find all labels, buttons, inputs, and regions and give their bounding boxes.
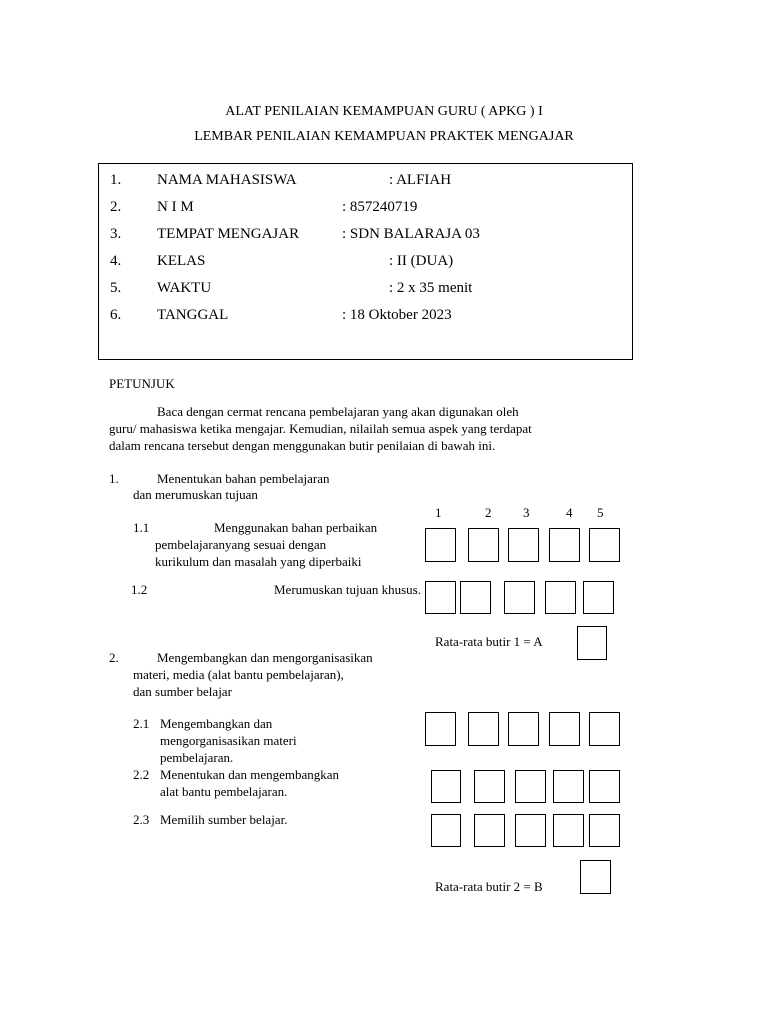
score-box-2-2-2[interactable] bbox=[474, 770, 505, 803]
info-value-place: : SDN BALARAJA 03 bbox=[342, 226, 480, 242]
score-box-2-1-2[interactable] bbox=[468, 712, 499, 746]
score-box-1-1-2[interactable] bbox=[468, 528, 499, 562]
info-value-class: : II (DUA) bbox=[389, 253, 454, 269]
score-box-2-1-4[interactable] bbox=[549, 712, 580, 746]
info-label-time: WAKTU bbox=[157, 280, 212, 296]
section-2-title-cont: materi, media (alat bantu pembelajaran), bbox=[133, 667, 344, 682]
item-1-1-number: 1.1 bbox=[133, 520, 150, 535]
item-1-1-text-cont: pembelajaranyang sesuai dengan bbox=[155, 537, 327, 552]
score-box-2-2-1[interactable] bbox=[431, 770, 461, 803]
score-box-2-1-1[interactable] bbox=[425, 712, 456, 746]
info-num-4: 4. bbox=[110, 253, 122, 269]
section-1-title-cont: dan merumuskan tujuan bbox=[133, 487, 258, 502]
score-box-1-1-4[interactable] bbox=[549, 528, 580, 562]
score-box-1-2-4[interactable] bbox=[545, 581, 576, 614]
section-2-number: 2. bbox=[109, 650, 119, 665]
info-num-3: 3. bbox=[110, 226, 122, 242]
info-num-1: 1. bbox=[110, 172, 122, 188]
scale-label-4: 4 bbox=[566, 505, 573, 520]
score-box-2-2-4[interactable] bbox=[553, 770, 584, 803]
item-2-2-text-cont: alat bantu pembelajaran. bbox=[160, 784, 288, 799]
scale-label-3: 3 bbox=[523, 505, 530, 520]
score-box-2-3-2[interactable] bbox=[474, 814, 505, 847]
section-2-title: Mengembangkan dan mengorganisasikan bbox=[157, 650, 373, 665]
instructions-line: guru/ mahasiswa ketika mengajar. Kemudian, nilailah semua aspek yang terdapat bbox=[109, 421, 532, 436]
average-1-label: Rata-rata butir 1 = A bbox=[435, 634, 543, 649]
section-1-number: 1. bbox=[109, 471, 119, 486]
item-2-1-text: Mengembangkan dan bbox=[160, 716, 273, 731]
average-2-box[interactable] bbox=[580, 860, 611, 894]
score-box-2-2-3[interactable] bbox=[515, 770, 546, 803]
score-box-1-1-3[interactable] bbox=[508, 528, 539, 562]
score-box-1-1-5[interactable] bbox=[589, 528, 620, 562]
score-box-2-3-4[interactable] bbox=[553, 814, 584, 847]
scale-label-5: 5 bbox=[597, 505, 604, 520]
item-2-2-number: 2.2 bbox=[133, 767, 150, 782]
info-value-name: : ALFIAH bbox=[389, 172, 452, 188]
instructions-heading: PETUNJUK bbox=[109, 376, 175, 391]
score-box-2-3-1[interactable] bbox=[431, 814, 461, 847]
info-num-6: 6. bbox=[110, 307, 122, 323]
instructions-line: dalam rencana tersebut dengan menggunakan butir penilaian di bawah ini. bbox=[109, 438, 496, 453]
info-label-name: NAMA MAHASISWA bbox=[157, 172, 297, 188]
score-box-2-2-5[interactable] bbox=[589, 770, 620, 803]
item-2-3-number: 2.3 bbox=[133, 812, 150, 827]
item-2-2-text: Menentukan dan mengembangkan bbox=[160, 767, 340, 782]
score-box-1-2-3[interactable] bbox=[504, 581, 535, 614]
info-value-time: : 2 x 35 menit bbox=[389, 280, 473, 296]
scale-label-2: 2 bbox=[485, 505, 492, 520]
score-box-1-2-5[interactable] bbox=[583, 581, 614, 614]
info-num-2: 2. bbox=[110, 199, 122, 215]
average-1-box[interactable] bbox=[577, 626, 607, 660]
info-label-nim: N I M bbox=[157, 199, 194, 215]
item-2-3-text: Memilih sumber belajar. bbox=[160, 812, 288, 827]
scale-label-1: 1 bbox=[435, 505, 442, 520]
info-value-date: : 18 Oktober 2023 bbox=[342, 307, 452, 323]
info-label-date: TANGGAL bbox=[157, 307, 229, 323]
section-2-title-cont: dan sumber belajar bbox=[133, 684, 232, 699]
info-label-class: KELAS bbox=[157, 253, 206, 269]
info-label-place: TEMPAT MENGAJAR bbox=[157, 226, 300, 242]
info-value-nim: : 857240719 bbox=[342, 199, 418, 215]
score-box-2-3-3[interactable] bbox=[515, 814, 546, 847]
item-1-1-text: Menggunakan bahan perbaikan bbox=[214, 520, 378, 535]
score-box-1-2-1[interactable] bbox=[425, 581, 456, 614]
section-1-title: Menentukan bahan pembelajaran bbox=[157, 471, 330, 486]
instructions-line: Baca dengan cermat rencana pembelajaran yang akan digunakan oleh bbox=[157, 404, 519, 419]
item-2-1-number: 2.1 bbox=[133, 716, 150, 731]
score-box-2-1-5[interactable] bbox=[589, 712, 620, 746]
average-2-label: Rata-rata butir 2 = B bbox=[435, 879, 543, 894]
item-2-1-text-cont: pembelajaran. bbox=[160, 750, 234, 765]
score-box-2-1-3[interactable] bbox=[508, 712, 539, 746]
item-1-2-number: 1.2 bbox=[131, 582, 148, 597]
score-box-2-3-5[interactable] bbox=[589, 814, 620, 847]
score-box-1-1-1[interactable] bbox=[425, 528, 456, 562]
info-num-5: 5. bbox=[110, 280, 122, 296]
form-subtitle: LEMBAR PENILAIAN KEMAMPUAN PRAKTEK MENGAJAR bbox=[194, 129, 574, 144]
score-box-1-2-2[interactable] bbox=[460, 581, 491, 614]
form-title: ALAT PENILAIAN KEMAMPUAN GURU ( APKG ) I bbox=[225, 104, 543, 119]
item-2-1-text-cont: mengorganisasikan materi bbox=[160, 733, 297, 748]
item-1-2-text: Merumuskan tujuan khusus. bbox=[274, 582, 421, 597]
item-1-1-text-cont: kurikulum dan masalah yang diperbaiki bbox=[155, 554, 362, 569]
